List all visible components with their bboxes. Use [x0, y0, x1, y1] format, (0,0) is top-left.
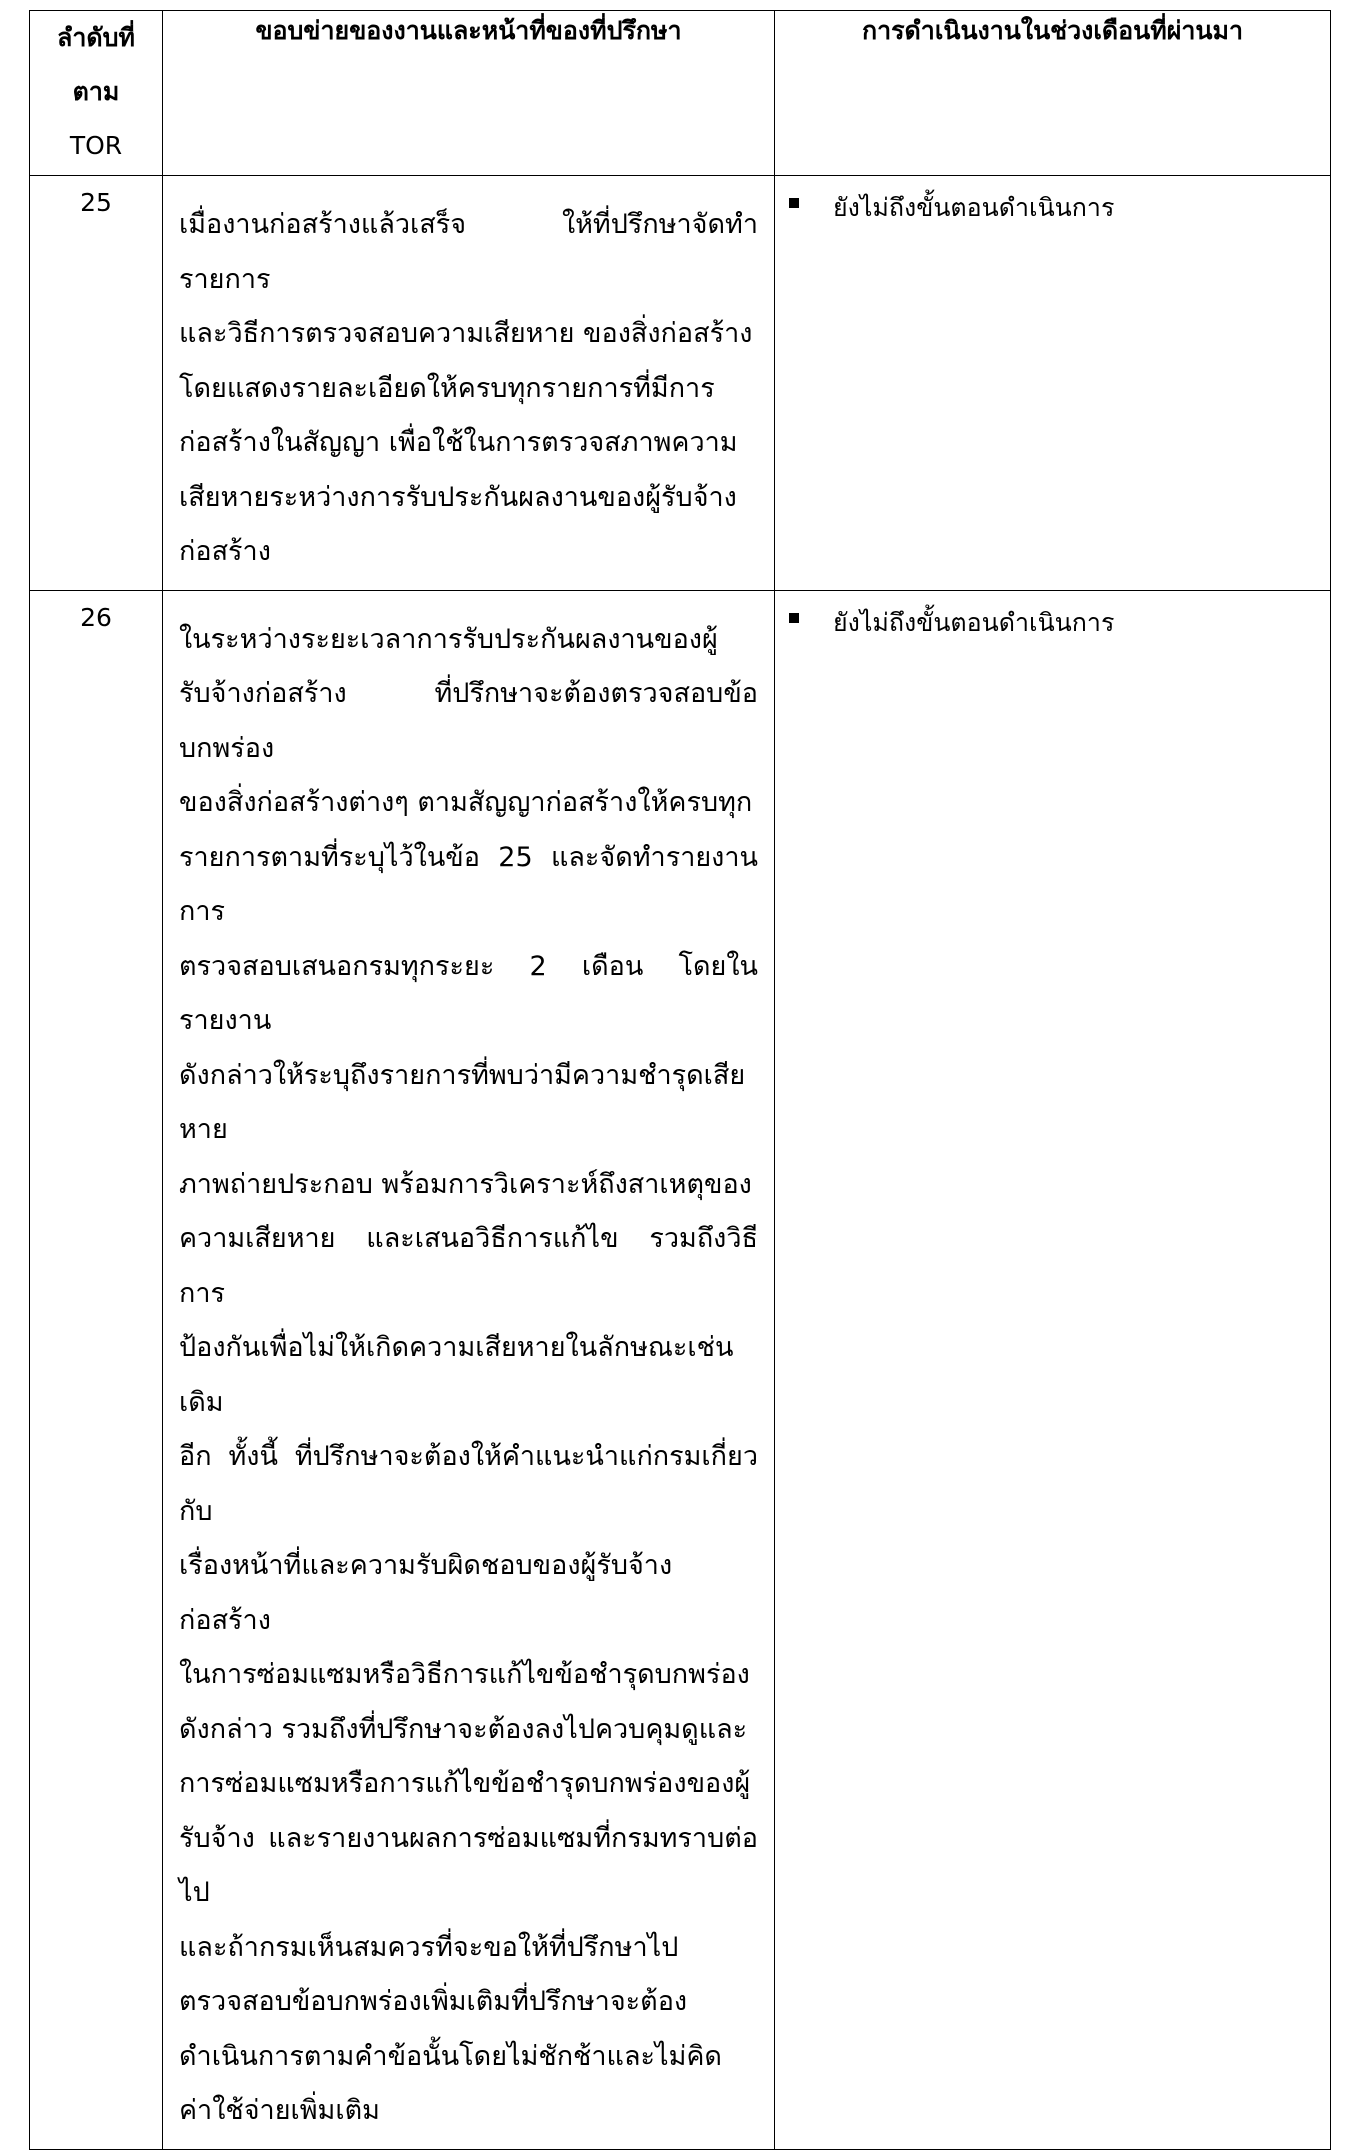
status-text: ยังไม่ถึงขั้นตอนดำเนินการ: [833, 607, 1115, 637]
square-bullet-icon: [789, 613, 799, 623]
status-text: ยังไม่ถึงขั้นตอนดำเนินการ: [833, 193, 1115, 222]
row-scope: เมื่องานก่อสร้างแล้วเสร็จ ให้ที่ปรึกษาจัดทำรายการ และวิธีการตรวจสอบความเสียหาย ของสิ่งก่อสร้าง โดยแสดงรายละเอียดให้ครบทุกรายการที่มีการ ก่อสร้างในสัญญา เพื่อใช้ในการตรวจสภาพความ เสียหายระหว่างการรับประกันผลงานของผู้รับจ้าง ก่อสร้าง: [163, 176, 775, 591]
header-progress: การดำเนินงานในช่วงเดือนที่ผ่านมา: [775, 11, 1331, 176]
table-header-row: [30, 11, 1331, 176]
square-bullet-icon: [789, 198, 799, 208]
row-status: [775, 590, 1331, 2149]
row-scope: ในระหว่างระยะเวลาการรับประกันผลงานของผู้ รับจ้างก่อสร้าง ที่ปรึกษาจะต้องตรวจสอบข้อบกพร่อง ของสิ่งก่อสร้างต่างๆ ตามสัญญาก่อสร้างให้ครบทุก รายการตามที่ระบุไว้ในข้อ 25 และจัดทำรายงานการ ตรวจสอบเสนอกรมทุกระยะ 2 เดือน โดยในรายงาน ดังกล่าวให้ระบุถึงรายการที่พบว่ามีความชำรุดเสียหาย ภาพถ่ายประกอบ พร้อมการวิเคราะห์ถึงสาเหตุของ ความเสียหาย และเสนอวิธีการแก้ไข รวมถึงวิธีการ ป้องกันเพื่อไม่ให้เกิดความเสียหายในลักษณะเช่นเดิม อีก ทั้งนี้ ที่ปรึกษาจะต้องให้คำแนะนำแก่กรมเกี่ยวกับ เรื่องหน้าที่และความรับผิดชอบของผู้รับจ้างก่อสร้าง ในการซ่อมแซมหรือวิธีการแก้ไขข้อชำรุดบกพร่อง ดังกล่าว รวมถึงที่ปรึกษาจะต้องลงไปควบคุมดูและ การซ่อมแซมหรือการแก้ไขข้อชำรุดบกพร่องของผู้ รับจ้าง และรายงานผลการซ่อมแซมที่กรมทราบต่อไป และถ้ากรมเห็นสมควรที่จะขอให้ที่ปรึกษาไป ตรวจสอบข้อบกพร่องเพิ่มเติมที่ปรึกษาจะต้อง ดำเนินการตามคำข้อนั้นโดยไม่ชักช้าและไม่คิด ค่าใช้จ่ายเพิ่มเติม: [163, 590, 775, 2149]
header-number-line-2: ตาม: [72, 77, 120, 106]
status-item: [789, 188, 1316, 228]
table-row: [30, 590, 1331, 2149]
tor-progress-table: [29, 10, 1331, 2150]
header-scope: ขอบข่ายของงานและหน้าที่ของที่ปรึกษา: [163, 11, 775, 176]
header-number-line-3: TOR: [69, 131, 123, 160]
table-row: [30, 176, 1331, 591]
status-item: [789, 603, 1316, 643]
row-number: 26: [30, 590, 163, 2149]
row-status: [775, 176, 1331, 591]
header-number-line-1: ลำดับที่: [57, 23, 135, 52]
header-number: [30, 11, 163, 176]
row-number: 25: [30, 176, 163, 591]
